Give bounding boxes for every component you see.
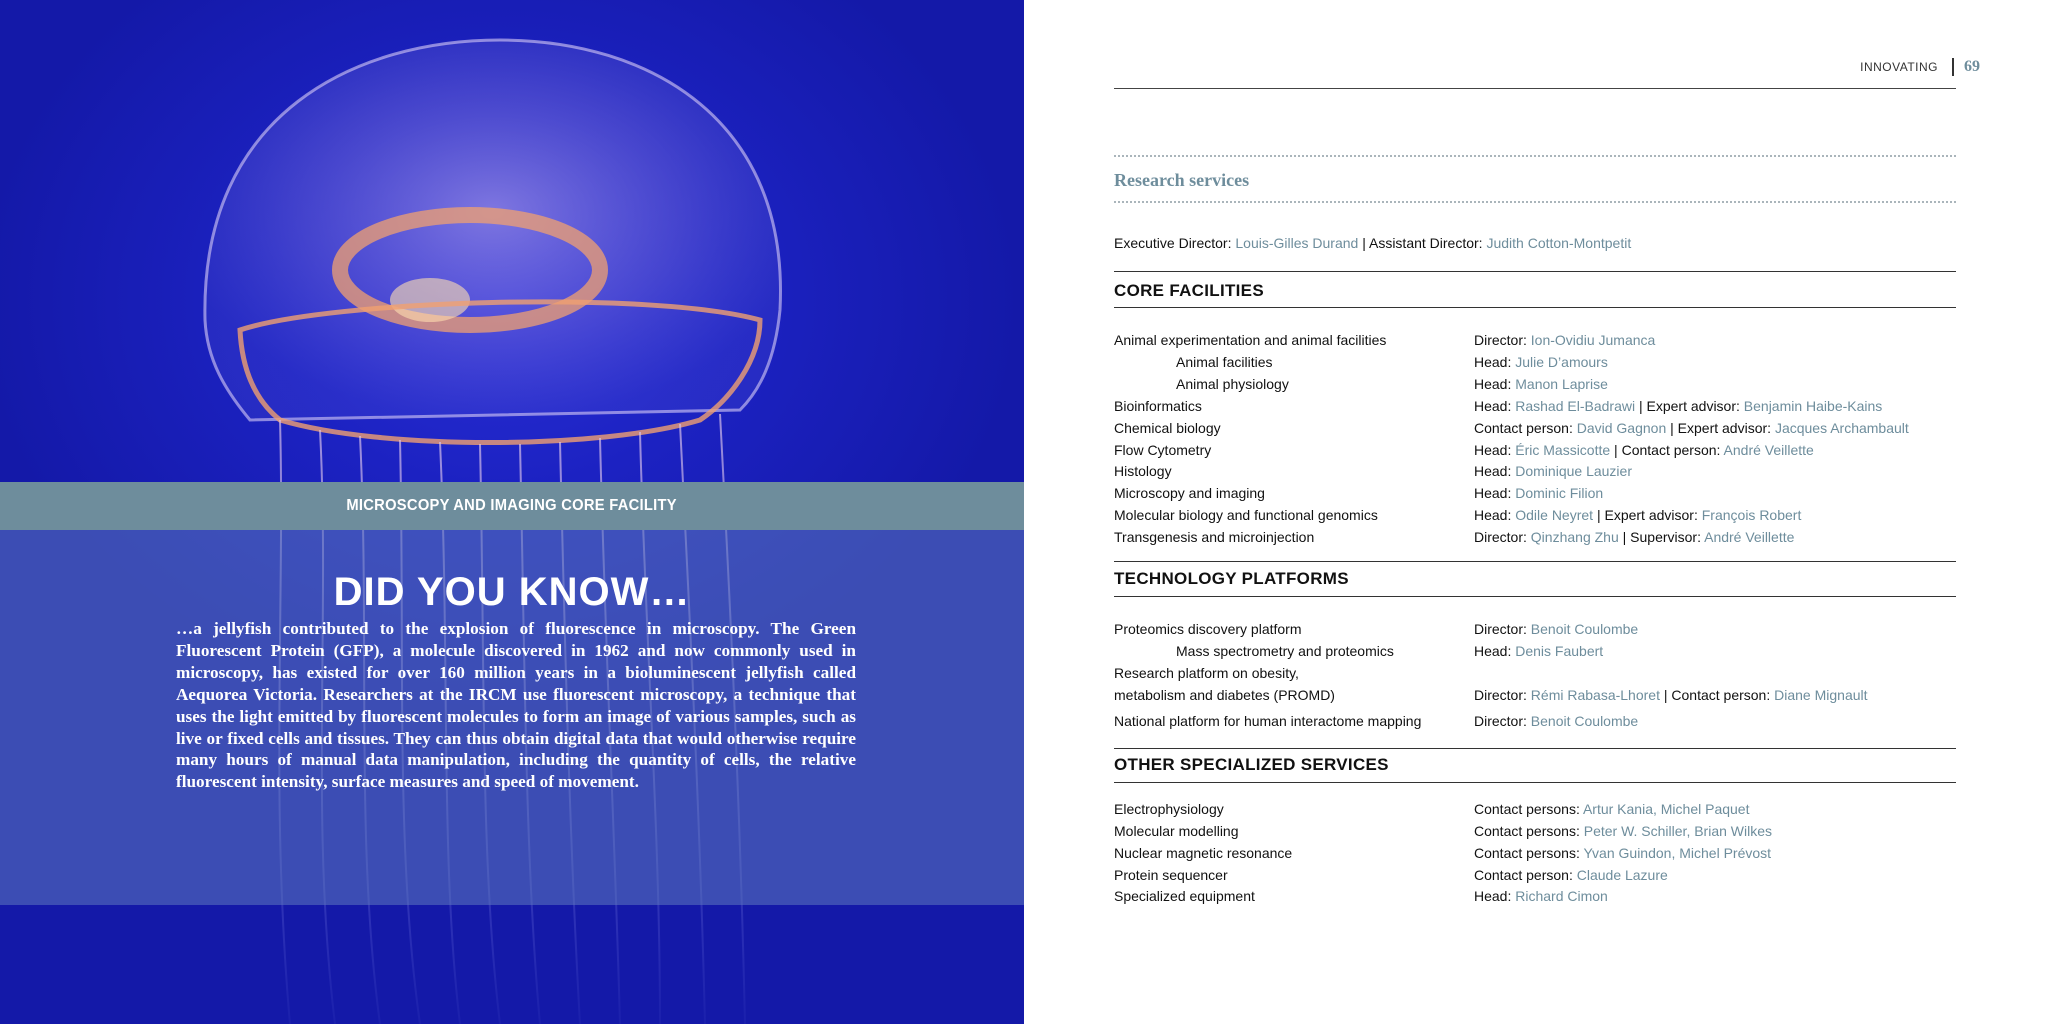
running-head-divider [1952,58,1954,76]
person-name: Qinzhang Zhu [1530,529,1619,545]
other-services-rule-bottom [1114,782,1956,783]
person-name: Richard Cimon [1515,888,1608,904]
person-name: Rashad El-Badrawi [1515,398,1636,414]
table-row [1114,529,1964,549]
directors-sep: | [1358,235,1369,251]
did-you-know-panel [0,530,1024,905]
service-contacts [1474,398,1882,414]
role-label: Contact persons: [1474,845,1584,861]
core-facilities-rule-top [1114,271,1956,272]
person-name: Jacques Archambault [1774,420,1909,436]
role-label: Supervisor: [1630,529,1705,545]
table-row [1114,801,1964,821]
service-contacts [1474,376,1608,392]
role-label: Head: [1474,376,1516,392]
section-name: INNOVATING [1860,60,1938,74]
service-contacts [1474,801,1749,817]
person-name: Diane Mignault [1774,687,1868,703]
role-label: Expert advisor: [1646,398,1744,414]
role-label: Contact persons: [1474,823,1584,839]
service-contacts [1474,867,1668,883]
table-row [1114,621,1964,641]
service-name: Flow Cytometry [1114,442,1212,458]
service-contacts [1474,529,1794,545]
service-contacts [1474,485,1603,501]
role-label: Contact person: [1474,420,1577,436]
role-label: Contact person: [1671,687,1775,703]
table-row [1114,332,1964,352]
contact-sep: | [1666,420,1678,436]
assistant-director-name: Judith Cotton-Montpetit [1486,235,1632,251]
tech-platforms-title: TECHNOLOGY PLATFORMS [1114,569,1349,588]
role-label: Head: [1474,398,1516,414]
table-row [1114,376,1964,396]
table-row [1114,888,1964,908]
service-name: Mass spectrometry and proteomics [1176,643,1394,659]
person-name: Peter W. Schiller, Brian Wilkes [1583,823,1773,839]
table-row [1114,713,1964,733]
role-label: Expert advisor: [1677,420,1775,436]
contact-sep: | [1610,442,1622,458]
table-row [1114,867,1964,887]
role-label: Head: [1474,463,1516,479]
person-name: André Veillette [1723,442,1814,458]
service-name: Animal facilities [1176,354,1273,370]
running-head [1860,58,1980,76]
table-row [1114,442,1964,462]
service-name: Chemical biology [1114,420,1221,436]
service-name: Research platform on obesity, [1114,665,1299,681]
other-services-rule-top [1114,748,1956,749]
person-name: Benjamin Haibe-Kains [1743,398,1883,414]
core-facilities-rule-bottom [1114,307,1956,308]
right-page [1024,0,2048,1024]
service-name: Proteomics discovery platform [1114,621,1302,637]
person-name: André Veillette [1704,529,1795,545]
role-label: Head: [1474,442,1516,458]
directors-line [1114,235,1631,251]
service-name: Animal experimentation and animal facilities [1114,332,1387,348]
role-label: Director: [1474,687,1531,703]
service-name: Transgenesis and microinjection [1114,529,1315,545]
service-name: Molecular modelling [1114,823,1239,839]
person-name: Manon Laprise [1515,376,1608,392]
service-name: Electrophysiology [1114,801,1224,817]
did-you-know-body: …a jellyfish contributed to the explosion of fluorescence in microscopy. The Green Fluorescent Protein (GFP), a molecule discovered in 1962 and now commonly used in microscopy, has existed for over 160 million years in a bioluminescent jellyfish called Aequorea Victoria. Researchers at the IRCM use fluorescent microscopy, a technique that uses the light emitted by fluorescent molecules to form an image of various samples, such as live or fixed cells and tissues. They can thus obtain digital data that would otherwise require many hours of manual data manipulation, including the quantity of cells, the relative fluorescent intensity, surface measures and speed of movement. [176,619,856,792]
table-row [1114,823,1964,843]
service-name: metabolism and diabetes (PROMD) [1114,687,1335,703]
dotted-rule-bottom [1114,201,1956,203]
service-name: Bioinformatics [1114,398,1202,414]
person-name: Benoit Coulombe [1530,621,1639,637]
role-label: Head: [1474,485,1516,501]
exec-director-name: Louis-Gilles Durand [1235,235,1359,251]
person-name: Julie D’amours [1515,354,1608,370]
caption-text: MICROSCOPY AND IMAGING CORE FACILITY [346,497,678,514]
role-label: Director: [1474,529,1531,545]
table-row [1114,643,1964,663]
service-contacts [1474,713,1638,729]
role-label: Director: [1474,332,1531,348]
service-name: Histology [1114,463,1172,479]
exec-director-label: Executive Director: [1114,235,1236,251]
contact-sep: | [1659,687,1672,703]
service-contacts [1474,354,1608,370]
service-contacts [1474,687,1868,703]
service-contacts [1474,643,1603,659]
dotted-rule-top [1114,155,1956,157]
service-name: National platform for human interactome mapping [1114,713,1422,729]
table-row [1114,687,1964,707]
person-name: Ion-Ovidiu Jumanca [1530,332,1656,348]
service-name: Molecular biology and functional genomics [1114,507,1378,523]
table-row [1114,665,1964,685]
caption-bar [0,482,1024,530]
table-row [1114,463,1964,483]
person-name: Benoit Coulombe [1530,713,1639,729]
service-name: Nuclear magnetic resonance [1114,845,1293,861]
role-label: Head: [1474,354,1516,370]
research-services-title: Research services [1114,170,1250,190]
assistant-director-label: Assistant Director: [1368,235,1487,251]
person-name: Denis Faubert [1515,643,1604,659]
role-label: Expert advisor: [1604,507,1702,523]
tech-platforms-rule-bottom [1114,596,1956,597]
person-name: Artur Kania, Michel Paquet [1582,801,1750,817]
person-name: Odile Neyret [1515,507,1594,523]
service-contacts [1474,420,1909,436]
page-number: 69 [1964,58,1980,75]
role-label: Head: [1474,507,1516,523]
contact-sep: | [1618,529,1631,545]
person-name: François Robert [1701,507,1802,523]
service-contacts [1474,888,1608,904]
core-facilities-title: CORE FACILITIES [1114,281,1264,300]
did-you-know-title: DID YOU KNOW… [333,570,691,614]
tech-platforms-rule-top [1114,561,1956,562]
role-label: Contact persons: [1474,801,1583,817]
service-name: Protein sequencer [1114,867,1228,883]
service-contacts [1474,463,1632,479]
table-row [1114,420,1964,440]
person-name: Dominique Lauzier [1515,463,1632,479]
role-label: Contact person: [1621,442,1724,458]
role-label: Head: [1474,888,1516,904]
service-contacts [1474,823,1772,839]
service-name: Animal physiology [1176,376,1289,392]
table-row [1114,398,1964,418]
role-label: Director: [1474,713,1531,729]
service-contacts [1474,507,1801,523]
person-name: Yvan Guindon, Michel Prévost [1583,845,1772,861]
top-rule [1114,88,1956,89]
table-row [1114,354,1964,374]
service-contacts [1474,332,1655,348]
person-name: Dominic Filion [1515,485,1604,501]
service-name: Specialized equipment [1114,888,1255,904]
contact-sep: | [1593,507,1605,523]
person-name: Éric Massicotte [1515,442,1611,458]
person-name: Rémi Rabasa-Lhoret [1530,687,1660,703]
person-name: Claude Lazure [1576,867,1668,883]
role-label: Director: [1474,621,1531,637]
person-name: David Gagnon [1576,420,1667,436]
service-contacts [1474,845,1771,861]
role-label: Head: [1474,643,1516,659]
table-row [1114,485,1964,505]
role-label: Contact person: [1474,867,1577,883]
table-row [1114,845,1964,865]
other-services-title: OTHER SPECIALIZED SERVICES [1114,755,1389,774]
service-contacts [1474,621,1638,637]
contact-sep: | [1635,398,1647,414]
table-row [1114,507,1964,527]
service-contacts [1474,442,1814,458]
service-name: Microscopy and imaging [1114,485,1265,501]
